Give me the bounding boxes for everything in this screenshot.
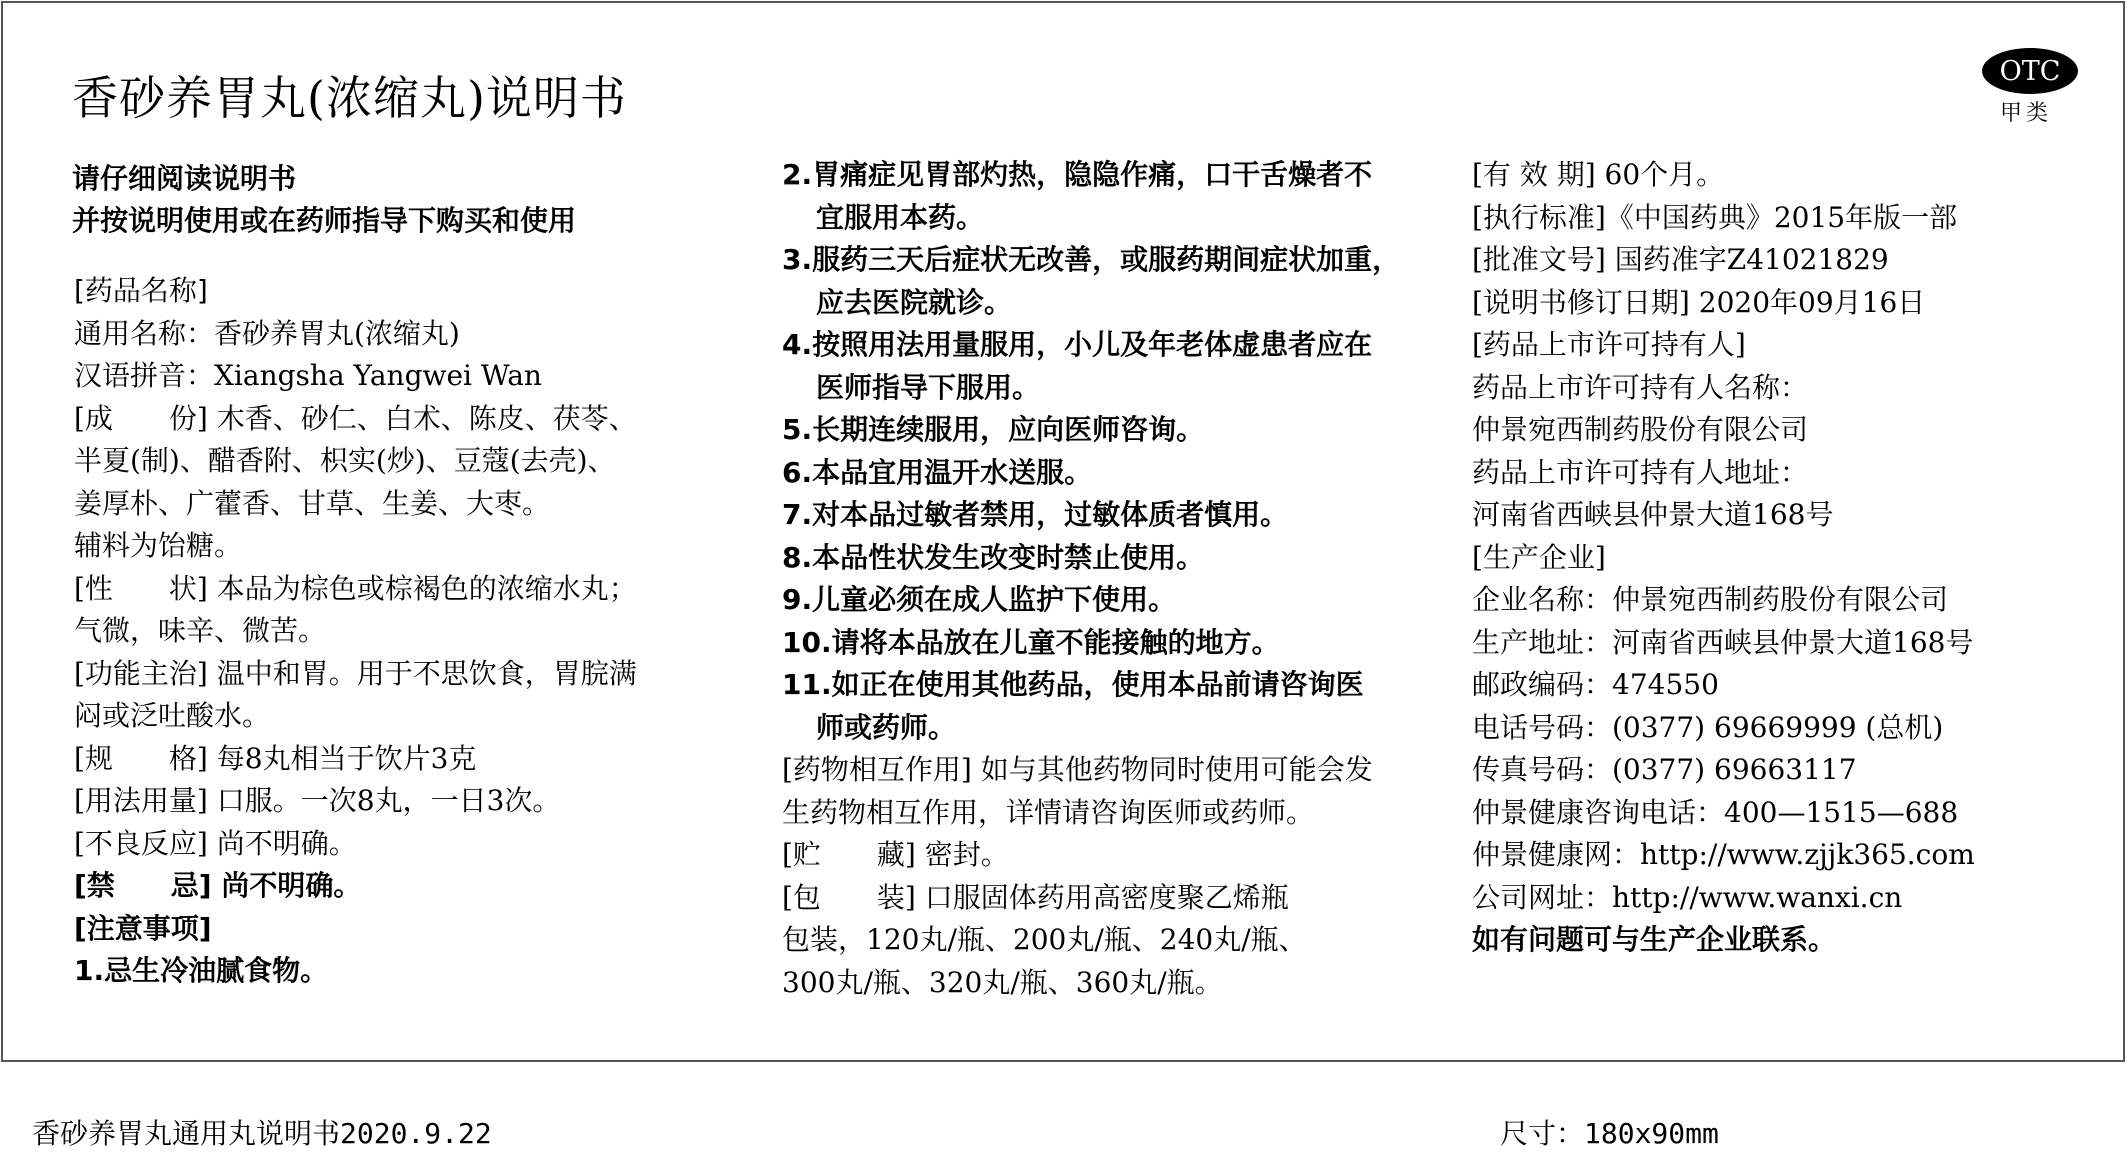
excipient-line: 辅料为饴糖。 bbox=[74, 529, 243, 562]
manufacturer-name: 企业名称：仲景宛西制药股份有限公司 bbox=[1472, 583, 1949, 616]
manufacturer-address: 生产地址：河南省西峡县仲景大道168号 bbox=[1472, 625, 1974, 659]
interactions-line: [药物相互作用] 如与其他药物同时使用可能会发 bbox=[782, 753, 1373, 786]
precaution-item: 7.对本品过敏者禁用，过敏体质者慎用。 bbox=[782, 498, 1289, 531]
indications-line: [功能主治] 温中和胃。用于不思饮食，胃脘满 bbox=[74, 656, 637, 690]
precaution-item: 2.胃痛症见胃部灼热，隐隐作痛，口干舌燥者不 bbox=[782, 158, 1373, 191]
expiry-line: [有 效 期] 60个月。 bbox=[1472, 158, 1725, 191]
ingredients-line: 姜厚朴、广藿香、甘草、生姜、大枣。 bbox=[74, 486, 551, 520]
contraindications-line: [禁 忌] 尚不明确。 bbox=[74, 869, 362, 902]
precaution-item: 6.本品宜用温开水送服。 bbox=[782, 455, 1093, 489]
precaution-item: 4.按照用法用量服用，小儿及年老体虚患者应在 bbox=[782, 328, 1373, 361]
precaution-item: 8.本品性状发生改变时禁止使用。 bbox=[782, 540, 1205, 574]
company-website: 公司网址：http://www.wanxi.cn bbox=[1472, 880, 1903, 914]
column-middle bbox=[782, 154, 1400, 1004]
notice-line: 并按说明使用或在药师指导下购买和使用 bbox=[72, 204, 577, 237]
hotline-number: 仲景健康咨询电话：400—1515—688 bbox=[1472, 795, 1959, 829]
appearance-line: 气微，味辛、微苦。 bbox=[74, 614, 327, 647]
generic-name: 通用名称：香砂养胃丸(浓缩丸) bbox=[74, 316, 460, 350]
otc-badge bbox=[1982, 48, 2078, 94]
pinyin-name: 汉语拼音：Xiangsha Yangwei Wan bbox=[74, 359, 542, 392]
holder-name: 仲景宛西制药股份有限公司 bbox=[1472, 413, 1809, 446]
postal-code: 邮政编码：474550 bbox=[1472, 668, 1719, 701]
section-drug-name: [药品名称] bbox=[74, 274, 208, 307]
fax-number: 传真号码：(0377) 69663117 bbox=[1472, 753, 1857, 786]
holder-name-label: 药品上市许可持有人名称： bbox=[1472, 370, 1809, 404]
ingredients-line: 半夏(制)、醋香附、枳实(炒)、豆蔻(去壳)、 bbox=[74, 444, 616, 477]
ingredients-line: [成 份] 木香、砂仁、白术、陈皮、茯苓、 bbox=[74, 401, 637, 435]
column-left bbox=[74, 270, 637, 993]
otc-category: 甲类 bbox=[2000, 101, 2053, 126]
precaution-item-cont: 应去医院就诊。 bbox=[816, 285, 1013, 319]
precaution-item: 9.儿童必须在成人监护下使用。 bbox=[782, 583, 1177, 616]
precaution-item: 10.请将本品放在儿童不能接触的地方。 bbox=[782, 625, 1280, 659]
approval-number-line: [批准文号] 国药准字Z41021829 bbox=[1472, 243, 1889, 276]
footer-doc-id: 香砂养胃丸通用丸说明书2020.9.22 bbox=[32, 1117, 492, 1150]
notice-line: 请仔细阅读说明书 bbox=[72, 162, 297, 195]
packaging-line: 300丸/瓶、320丸/瓶、360丸/瓶。 bbox=[782, 965, 1223, 999]
precaution-item-cont: 师或药师。 bbox=[816, 710, 957, 744]
packaging-line: [包 装] 口服固体药用高密度聚乙烯瓶 bbox=[782, 880, 1289, 914]
section-license-holder: [药品上市许可持有人] bbox=[1472, 328, 1746, 361]
adverse-reactions-line: [不良反应] 尚不明确。 bbox=[74, 826, 357, 860]
packaging-line: 包装，120丸/瓶、200丸/瓶、240丸/瓶、 bbox=[782, 923, 1307, 956]
holder-address-label: 药品上市许可持有人地址： bbox=[1472, 455, 1809, 489]
precaution-item: 1.忌生冷油腻食物。 bbox=[74, 954, 329, 987]
dosage-line: [用法用量] 口服。一次8丸，一日3次。 bbox=[74, 784, 561, 817]
precaution-item: 3.服药三天后症状无改善，或服药期间症状加重， bbox=[782, 243, 1401, 276]
specification-line: [规 格] 每8丸相当于饮片3克 bbox=[74, 741, 477, 775]
holder-address: 河南省西峡县仲景大道168号 bbox=[1472, 498, 1834, 531]
precaution-item: 11.如正在使用其他药品，使用本品前请咨询医 bbox=[782, 668, 1364, 701]
interactions-line: 生药物相互作用，详情请咨询医师或药师。 bbox=[782, 795, 1315, 829]
phone-number: 电话号码：(0377) 69669999 (总机) bbox=[1472, 710, 1944, 744]
page-title: 香砂养胃丸(浓缩丸)说明书 bbox=[72, 71, 627, 125]
contact-notice: 如有问题可与生产企业联系。 bbox=[1472, 923, 1837, 956]
standard-line: [执行标准]《中国药典》2015年版一部 bbox=[1472, 200, 1958, 234]
health-website: 仲景健康网：http://www.zjjk365.com bbox=[1472, 838, 1975, 871]
section-precautions: [注意事项] bbox=[74, 911, 212, 945]
precaution-item-cont: 宜服用本药。 bbox=[816, 200, 985, 234]
section-manufacturer: [生产企业] bbox=[1472, 540, 1606, 574]
indications-line: 闷或泛吐酸水。 bbox=[74, 699, 271, 732]
precaution-item: 5.长期连续服用，应向医师咨询。 bbox=[782, 413, 1205, 446]
otc-logo: OTC bbox=[1982, 48, 2078, 94]
appearance-line: [性 状] 本品为棕色或棕褐色的浓缩水丸； bbox=[74, 571, 637, 605]
footer-size: 尺寸：180x90mm bbox=[1500, 1117, 1719, 1150]
revision-date-line: [说明书修订日期] 2020年09月16日 bbox=[1472, 285, 1926, 319]
reading-notice bbox=[72, 158, 576, 242]
storage-line: [贮 藏] 密封。 bbox=[782, 838, 1009, 871]
column-right bbox=[1472, 154, 1975, 962]
precaution-item-cont: 医师指导下服用。 bbox=[816, 370, 1041, 404]
